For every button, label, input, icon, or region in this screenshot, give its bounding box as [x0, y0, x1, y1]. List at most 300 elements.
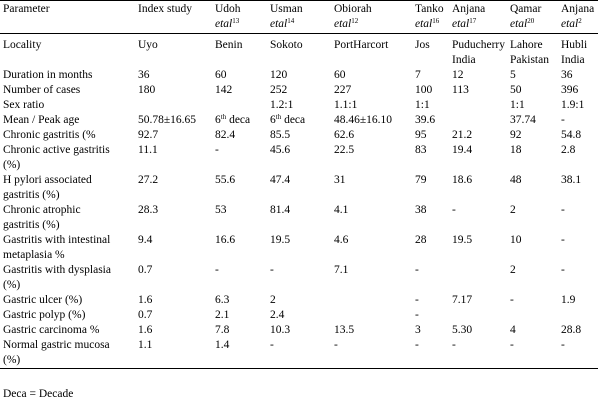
column-header-name: Obiorah — [334, 3, 372, 15]
table-cell — [267, 113, 331, 128]
table-cell — [212, 83, 267, 98]
table-cell — [507, 203, 558, 233]
cell-text: 10.3 — [270, 324, 291, 336]
table-cell — [449, 128, 507, 143]
table-cell — [135, 143, 212, 173]
table-cell — [558, 34, 598, 69]
table-cell — [558, 293, 598, 308]
cell-text: 21.2 — [452, 129, 473, 141]
cell-text: 18 — [510, 144, 522, 156]
row-label-line: Gastric ulcer (%) — [3, 294, 83, 306]
cell-text: 79 — [415, 174, 427, 186]
table-cell — [331, 98, 412, 113]
cell-text: 2 — [510, 204, 516, 216]
table-cell — [267, 128, 331, 143]
table-row — [0, 323, 598, 338]
cell-text: 142 — [215, 84, 233, 96]
table-cell — [331, 323, 412, 338]
cell-text: 1.6 — [138, 324, 153, 336]
table-cell — [135, 173, 212, 203]
row-label-line: Sex ratio — [3, 99, 45, 111]
reference-number: 2 — [578, 17, 582, 25]
table-cell — [135, 34, 212, 69]
table-cell — [507, 173, 558, 203]
row-label-line: Gastric carcinoma % — [3, 324, 100, 336]
table-cell — [558, 308, 598, 323]
table-cell — [449, 293, 507, 308]
row-label — [0, 338, 135, 369]
cell-text: Hubli — [561, 39, 588, 51]
column-header-name: Anjana — [561, 3, 595, 15]
cell-text: 2 — [270, 294, 276, 306]
cell-text: 100 — [415, 84, 433, 96]
table-cell — [558, 173, 598, 203]
cell-text: 60 — [215, 69, 227, 81]
table-cell — [558, 113, 598, 128]
table-row — [0, 263, 598, 293]
reference-number: 12 — [351, 17, 359, 25]
cell-text: - — [415, 339, 419, 351]
cell-text: 3 — [415, 324, 421, 336]
cell-text: - — [561, 114, 565, 126]
cell-text: 227 — [334, 84, 352, 96]
table-cell — [331, 68, 412, 83]
table-cell — [558, 323, 598, 338]
table-cell — [412, 143, 449, 173]
cell-text: 1.9 — [561, 294, 576, 306]
table-cell — [412, 338, 449, 369]
table-cell — [331, 173, 412, 203]
table-cell — [267, 293, 331, 308]
row-label — [0, 233, 135, 263]
table-cell — [558, 263, 598, 293]
cell-text: Sokoto — [270, 39, 303, 51]
table-cell — [212, 323, 267, 338]
table-cell — [449, 338, 507, 369]
table-row — [0, 83, 598, 98]
cell-text: - — [510, 294, 514, 306]
table-row — [0, 98, 598, 113]
cell-text: 13.5 — [334, 324, 355, 336]
cell-text: 36 — [561, 69, 573, 81]
column-header-parameter — [0, 1, 135, 34]
cell-text: 95 — [415, 129, 427, 141]
cell-text: Pakistan — [510, 54, 549, 66]
reference-number: 20 — [527, 17, 535, 25]
cell-text: 85.5 — [270, 129, 291, 141]
table-row — [0, 203, 598, 233]
cell-text: PortHarcort — [334, 39, 389, 51]
table-cell — [558, 233, 598, 263]
row-label — [0, 83, 135, 98]
cell-text: - — [270, 264, 274, 276]
table-cell — [412, 293, 449, 308]
table-header-row — [0, 1, 598, 34]
row-label — [0, 98, 135, 113]
table-cell — [267, 203, 331, 233]
table-cell — [449, 203, 507, 233]
table-cell — [412, 68, 449, 83]
row-label-line: Duration in months — [3, 69, 93, 81]
column-header-etal: etal — [415, 18, 433, 30]
table-cell — [267, 233, 331, 263]
table-cell — [449, 68, 507, 83]
table-cell — [449, 173, 507, 203]
column-header-study — [212, 1, 267, 34]
table-cell — [449, 308, 507, 323]
table-cell — [507, 338, 558, 369]
table-cell — [267, 323, 331, 338]
cell-text: 19.5 — [452, 234, 473, 246]
column-header-etal: etal — [270, 18, 288, 30]
cell-text: - — [452, 339, 456, 351]
table-cell — [412, 98, 449, 113]
table-cell — [507, 263, 558, 293]
table-cell — [331, 293, 412, 308]
table-cell — [507, 128, 558, 143]
cell-text: 396 — [561, 84, 579, 96]
table-footnote: Deca = Decade — [3, 388, 74, 400]
cell-text: - — [510, 339, 514, 351]
table-cell — [412, 203, 449, 233]
cell-text: 45.6 — [270, 144, 291, 156]
reference-number: 13 — [232, 17, 240, 25]
table-row — [0, 338, 598, 369]
column-header-name: Parameter — [3, 3, 50, 15]
table-cell — [507, 323, 558, 338]
cell-text: 5 — [510, 69, 516, 81]
table-cell — [449, 323, 507, 338]
table-cell — [507, 308, 558, 323]
cell-text: - — [561, 264, 565, 276]
table-cell — [412, 263, 449, 293]
table-cell — [331, 34, 412, 69]
cell-text: 1.2:1 — [270, 99, 294, 111]
cell-text: 0.7 — [138, 309, 153, 321]
table-cell — [331, 128, 412, 143]
cell-text: 38.1 — [561, 174, 582, 186]
table-cell — [449, 113, 507, 128]
cell-text: 28.3 — [138, 204, 159, 216]
cell-text: 92 — [510, 129, 522, 141]
row-label — [0, 203, 135, 233]
table-row — [0, 308, 598, 323]
table-cell — [412, 83, 449, 98]
column-header-etal: etal — [561, 18, 579, 30]
cell-text: 252 — [270, 84, 288, 96]
cell-text: 31 — [334, 174, 346, 186]
cell-text: 6th deca — [215, 113, 251, 126]
cell-text: 6.3 — [215, 294, 230, 306]
column-header-study — [507, 1, 558, 34]
table-cell — [135, 308, 212, 323]
cell-text: 54.8 — [561, 129, 582, 141]
cell-text: 27.2 — [138, 174, 159, 186]
cell-text: 1.1:1 — [334, 99, 358, 111]
cell-text: 37.74 — [510, 114, 536, 126]
table-cell — [212, 233, 267, 263]
table-cell — [267, 143, 331, 173]
table-cell — [412, 34, 449, 69]
cell-text: Benin — [215, 39, 243, 51]
cell-text: 50 — [510, 84, 522, 96]
table-cell — [449, 83, 507, 98]
cell-text: Uyo — [138, 39, 158, 51]
table-cell — [212, 128, 267, 143]
row-label-line: Mean / Peak age — [3, 114, 80, 126]
column-header-name: Index study — [138, 3, 192, 15]
cell-text: 1:1 — [415, 99, 430, 111]
row-label-line: gastritis (%) — [3, 219, 60, 231]
cell-text: 7.1 — [334, 264, 349, 276]
table-cell — [558, 83, 598, 98]
cell-text: - — [334, 339, 338, 351]
table-row — [0, 68, 598, 83]
row-label-line: Chronic gastritis (% — [3, 129, 96, 141]
cell-text: 53 — [215, 204, 227, 216]
column-header-study — [412, 1, 449, 34]
table-cell — [507, 34, 558, 69]
table-cell — [135, 68, 212, 83]
row-label-line: Normal gastric mucosa — [3, 339, 110, 351]
row-label-line: Gastric polyp (%) — [3, 309, 86, 321]
table-cell — [331, 113, 412, 128]
cell-text: 10 — [510, 234, 522, 246]
reference-number: 16 — [432, 17, 440, 25]
cell-text: 2 — [510, 264, 516, 276]
row-label — [0, 34, 135, 69]
cell-text: Jos — [415, 39, 430, 51]
cell-text: 1.6 — [138, 294, 153, 306]
table-cell — [558, 98, 598, 113]
table-cell — [135, 338, 212, 369]
row-label-line: Gastritis with intestinal — [3, 234, 111, 246]
cell-text: 7.17 — [452, 294, 473, 306]
cell-text: 1.4 — [215, 339, 230, 351]
table-row — [0, 128, 598, 143]
row-label-line: gastritis (%) — [3, 189, 60, 201]
row-label — [0, 173, 135, 203]
table-row — [0, 34, 598, 69]
cell-text: 0.7 — [138, 264, 153, 276]
row-label-line: Chronic atrophic — [3, 204, 81, 216]
column-header-etal: etal — [452, 18, 470, 30]
table-row — [0, 143, 598, 173]
cell-text: - — [215, 144, 219, 156]
cell-text: 18.6 — [452, 174, 473, 186]
cell-text: Puducherry — [452, 39, 506, 51]
table-cell — [412, 173, 449, 203]
row-label — [0, 323, 135, 338]
cell-text: 19.5 — [270, 234, 291, 246]
row-label-line: (%) — [3, 159, 21, 171]
row-label — [0, 143, 135, 173]
table-row — [0, 233, 598, 263]
table-cell — [135, 128, 212, 143]
table-cell — [331, 233, 412, 263]
table-cell — [449, 263, 507, 293]
cell-text: 4 — [510, 324, 516, 336]
cell-text: 38 — [415, 204, 427, 216]
cell-text: - — [415, 294, 419, 306]
table-row — [0, 113, 598, 128]
table-cell — [412, 233, 449, 263]
table-cell — [212, 263, 267, 293]
cell-text: 1.9:1 — [561, 99, 585, 111]
cell-text: - — [561, 234, 565, 246]
cell-text: 6th deca — [270, 113, 306, 126]
table-cell — [558, 128, 598, 143]
table-cell — [507, 113, 558, 128]
cell-text: 92.7 — [138, 129, 159, 141]
table-row — [0, 173, 598, 203]
cell-text: 47.4 — [270, 174, 291, 186]
cell-text: 180 — [138, 84, 156, 96]
table-cell — [412, 113, 449, 128]
cell-text: 1:1 — [510, 99, 525, 111]
column-header-study — [449, 1, 507, 34]
row-label — [0, 68, 135, 83]
cell-text: 36 — [138, 69, 150, 81]
table-cell — [331, 338, 412, 369]
cell-text: 2.8 — [561, 144, 576, 156]
table-cell — [558, 68, 598, 83]
table-cell — [135, 83, 212, 98]
table-cell — [135, 113, 212, 128]
cell-text: - — [561, 204, 565, 216]
table-body — [0, 34, 598, 369]
table-cell — [449, 34, 507, 69]
row-label — [0, 293, 135, 308]
table-cell — [135, 263, 212, 293]
row-label-line: (%) — [3, 354, 21, 366]
table-cell — [212, 293, 267, 308]
cell-text: 4.1 — [334, 204, 349, 216]
row-label-line: Number of cases — [3, 84, 81, 96]
cell-text: - — [270, 339, 274, 351]
column-header-study — [331, 1, 412, 34]
table-cell — [267, 34, 331, 69]
cell-text: 62.6 — [334, 129, 355, 141]
cell-text: 81.4 — [270, 204, 291, 216]
cell-text: 39.6 — [415, 114, 436, 126]
column-header-study — [135, 1, 212, 34]
table-cell — [212, 338, 267, 369]
table-cell — [267, 173, 331, 203]
table-cell — [507, 143, 558, 173]
cell-text: 2.1 — [215, 309, 230, 321]
table-cell — [331, 143, 412, 173]
table-cell — [212, 34, 267, 69]
table-cell — [267, 338, 331, 369]
table-cell — [331, 203, 412, 233]
cell-text: 83 — [415, 144, 427, 156]
table-cell — [267, 98, 331, 113]
cell-text: India — [452, 54, 476, 66]
reference-number: 14 — [287, 17, 295, 25]
row-label-line: metaplasia % — [3, 249, 65, 261]
column-header-study — [558, 1, 598, 34]
table-cell — [267, 308, 331, 323]
cell-text: - — [415, 264, 419, 276]
table-cell — [507, 68, 558, 83]
table-cell — [507, 98, 558, 113]
cell-text: 28 — [415, 234, 427, 246]
table-cell — [135, 293, 212, 308]
cell-text: 1.1 — [138, 339, 153, 351]
table-cell — [558, 143, 598, 173]
cell-text: - — [415, 309, 419, 321]
column-header-name: Anjana — [452, 3, 486, 15]
table-row — [0, 293, 598, 308]
table-cell — [212, 68, 267, 83]
table-cell — [331, 263, 412, 293]
cell-text: 11.1 — [138, 144, 158, 156]
cell-text: Lahore — [510, 39, 543, 51]
table-cell — [507, 233, 558, 263]
cell-text: 16.6 — [215, 234, 236, 246]
cell-text: - — [215, 264, 219, 276]
cell-text: 19.4 — [452, 144, 473, 156]
cell-text: 9.4 — [138, 234, 153, 246]
table-cell — [449, 98, 507, 113]
column-header-study — [267, 1, 331, 34]
table-cell — [449, 233, 507, 263]
row-label-line: Gastritis with dysplasia — [3, 264, 111, 276]
column-header-name: Tanko — [415, 3, 444, 15]
cell-text: 2.4 — [270, 309, 285, 321]
cell-text: 12 — [452, 69, 464, 81]
cell-text: 7.8 — [215, 324, 230, 336]
cell-text: - — [561, 339, 565, 351]
cell-text: 4.6 — [334, 234, 349, 246]
table-cell — [267, 263, 331, 293]
reference-number: 17 — [469, 17, 477, 25]
cell-text: 5.30 — [452, 324, 473, 336]
cell-text: 28.8 — [561, 324, 582, 336]
column-header-etal: etal — [510, 18, 528, 30]
table-cell — [212, 143, 267, 173]
cell-text: 120 — [270, 69, 288, 81]
column-header-name: Udoh — [215, 3, 241, 15]
table-cell — [267, 68, 331, 83]
table-cell — [267, 83, 331, 98]
cell-text: India — [561, 54, 585, 66]
table-cell — [331, 83, 412, 98]
column-header-name: Qamar — [510, 3, 542, 15]
table-cell — [135, 323, 212, 338]
table-cell — [135, 98, 212, 113]
table-cell — [412, 128, 449, 143]
cell-text: 50.78±16.65 — [138, 114, 197, 126]
cell-text: 48 — [510, 174, 522, 186]
cell-text: 60 — [334, 69, 346, 81]
table-cell — [558, 203, 598, 233]
row-label — [0, 308, 135, 323]
cell-text: 113 — [452, 84, 469, 96]
table-cell — [507, 83, 558, 98]
table-cell — [558, 338, 598, 369]
table-cell — [412, 323, 449, 338]
table-cell — [135, 233, 212, 263]
table-cell — [212, 308, 267, 323]
table-cell — [212, 173, 267, 203]
row-label — [0, 263, 135, 293]
row-label — [0, 128, 135, 143]
table-cell — [449, 143, 507, 173]
table-cell — [212, 203, 267, 233]
table-cell — [212, 113, 267, 128]
